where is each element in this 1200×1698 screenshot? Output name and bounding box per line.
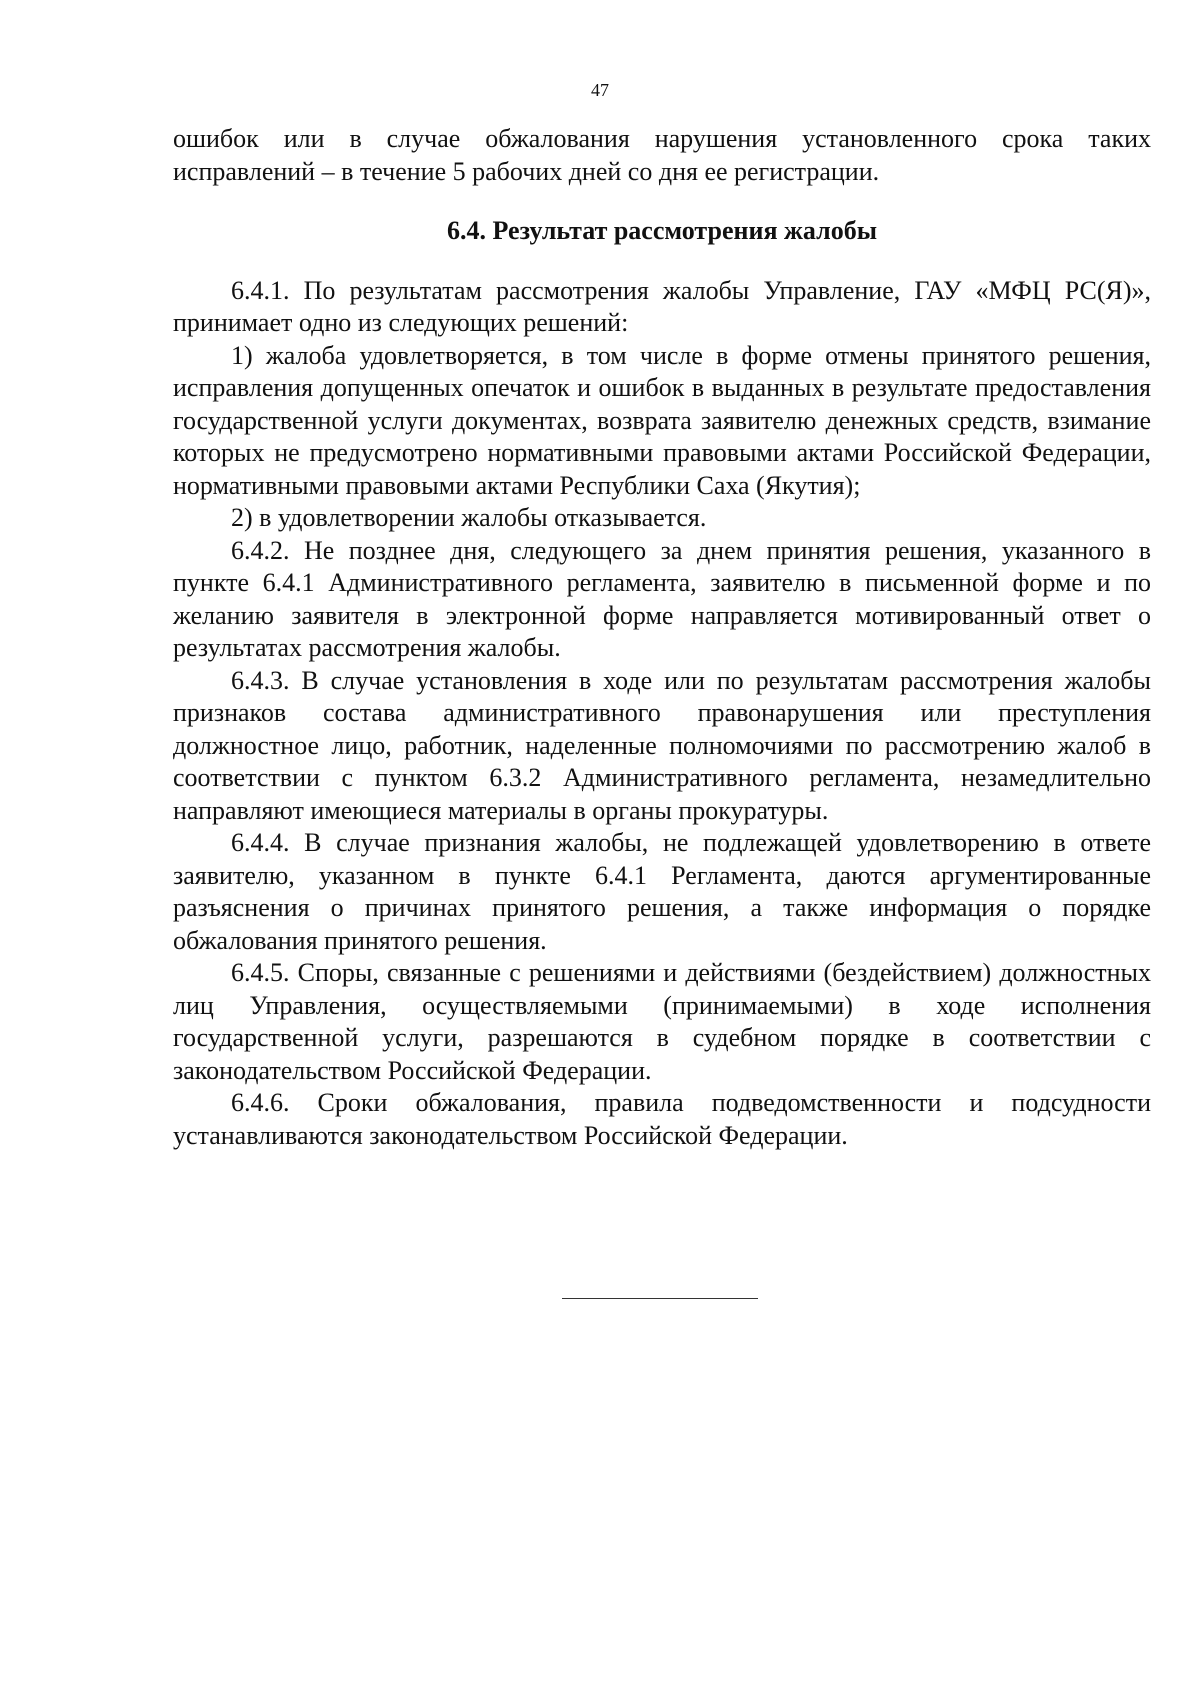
paragraph-6-4-4: 6.4.4. В случае признания жалобы, не подлежащей удовлетворению в ответе заявителю, указанном в пункте 6.4.1 Регламента, даются аргументированные разъяснения о причинах принятого решения, а также информация о порядке обжалования принятого решения. <box>173 828 1151 955</box>
list-item-1: 1) жалоба удовлетворяется, в том числе в форме отмены принятого решения, исправления допущенных опечаток и ошибок в выданных в результате предоставления государственной услуги документах, возврата заявителю денежных средств, взимание которых не предусмотрено нормативными правовыми актами Российской Федерации, нормативными правовыми актами Республики Саха (Якутия); <box>173 340 1151 500</box>
paragraph-6-4-2: 6.4.2. Не позднее дня, следующего за днем принятия решения, указанного в пункте 6.4.1 Административного регламента, заявителю в письменной форме и по желанию заявителя в электронной форме направляется мотивированный ответ о результатах рассмотрения жалобы. <box>173 535 1151 662</box>
list-item-2: 2) в удовлетворении жалобы отказывается. <box>231 503 707 532</box>
document-body <box>173 123 1151 1152</box>
page-number: 47 <box>591 80 609 100</box>
paragraph-continuation: ошибок или в случае обжалования нарушения установленного срока таких исправлений – в течение 5 рабочих дней со дня ее регистрации. <box>173 124 1151 186</box>
section-heading: 6.4. Результат рассмотрения жалобы <box>446 216 877 245</box>
paragraph-6-4-1: 6.4.1. По результатам рассмотрения жалобы Управление, ГАУ «МФЦ РС(Я)», принимает одно из следующих решений: <box>173 275 1151 337</box>
paragraph-6-4-3: 6.4.3. В случае установления в ходе или по результатам рассмотрения жалобы признаков состава административного правонарушения или преступления должностное лицо, работник, наделенные полномочиями по рассмотрению жалоб в соответствии с пунктом 6.3.2 Административного регламента, незамедлительно направляют имеющиеся материалы в органы прокуратуры. <box>173 665 1151 825</box>
paragraph-6-4-6: 6.4.6. Сроки обжалования, правила подведомственности и подсудности устанавливаются законодательством Российской Федерации. <box>173 1088 1151 1150</box>
end-separator-line <box>562 1298 758 1299</box>
paragraph-6-4-5: 6.4.5. Споры, связанные с решениями и действиями (бездействием) должностных лиц Управления, осуществляемыми (принимаемыми) в ходе исполнения государственной услуги, разрешаются в судебном порядке в соответствии с законодательством Российской Федерации. <box>173 958 1151 1085</box>
